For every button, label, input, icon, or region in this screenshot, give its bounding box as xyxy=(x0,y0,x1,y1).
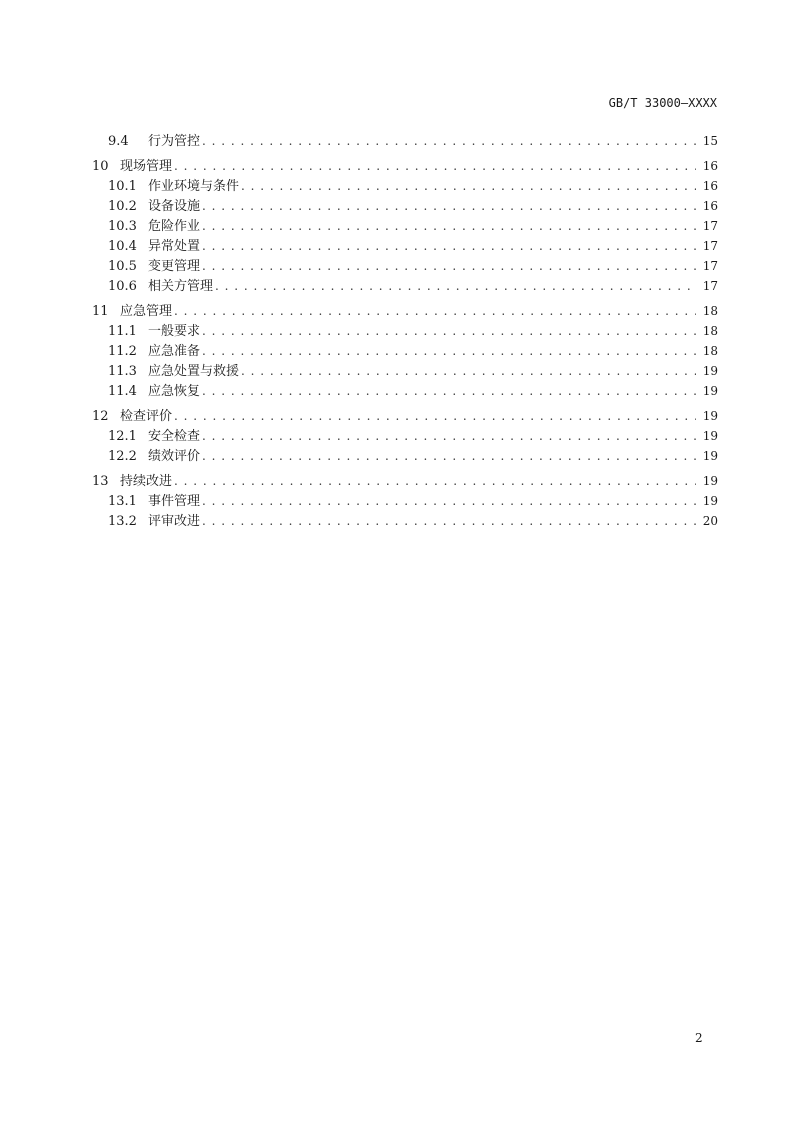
toc-leader-dots xyxy=(202,324,696,338)
toc-entry-number: 10.4 xyxy=(108,239,137,254)
toc-entry[interactable] xyxy=(92,215,718,235)
toc-entry-number: 10.5 xyxy=(108,259,137,274)
toc-leader-dots xyxy=(202,259,696,273)
toc-entry-page: 17 xyxy=(702,239,718,253)
toc-entry-number: 13 xyxy=(92,474,109,489)
toc-entry[interactable] xyxy=(92,130,718,150)
toc-leader-dots xyxy=(174,409,696,423)
toc-entry[interactable] xyxy=(92,255,718,275)
toc-entry-title: 一般要求 xyxy=(148,324,201,339)
toc-leader-dots xyxy=(202,384,696,398)
toc-entry-number: 10.2 xyxy=(108,199,137,214)
toc-entry-page: 18 xyxy=(702,324,718,338)
toc-entry-page: 16 xyxy=(702,159,718,173)
toc-leader-dots xyxy=(174,159,696,173)
toc-entry-page: 19 xyxy=(702,449,718,463)
toc-entry-page: 19 xyxy=(702,474,718,488)
toc-entry[interactable] xyxy=(92,155,718,175)
toc-entry[interactable] xyxy=(92,320,718,340)
toc-entry-page: 17 xyxy=(702,279,718,293)
toc-entry[interactable] xyxy=(92,300,718,320)
toc-entry-page: 16 xyxy=(702,179,718,193)
toc-entry-title: 应急管理 xyxy=(120,304,173,319)
toc-entry-title: 设备设施 xyxy=(148,199,201,214)
toc-entry-title: 应急准备 xyxy=(148,344,201,359)
toc-leader-dots xyxy=(202,429,696,443)
toc-entry-number: 12 xyxy=(92,409,109,424)
toc-leader-dots xyxy=(174,304,696,318)
toc-entry-number: 11.1 xyxy=(108,324,137,339)
toc-leader-dots xyxy=(202,239,696,253)
toc-entry[interactable] xyxy=(92,470,718,490)
toc-entry-number: 13.1 xyxy=(108,494,137,509)
toc-entry-number: 10 xyxy=(92,159,109,174)
toc-entry-page: 19 xyxy=(702,409,718,423)
toc-entry-title: 事件管理 xyxy=(148,494,201,509)
toc-entry-page: 19 xyxy=(702,429,718,443)
toc-entry[interactable] xyxy=(92,490,718,510)
toc-entry-number: 10.3 xyxy=(108,219,137,234)
toc-entry[interactable] xyxy=(92,510,718,530)
toc-entry-title: 相关方管理 xyxy=(148,279,214,294)
toc-entry-number: 11.4 xyxy=(108,384,137,399)
toc-entry[interactable] xyxy=(92,195,718,215)
toc-leader-dots xyxy=(202,134,696,148)
toc-entry[interactable] xyxy=(92,445,718,465)
toc-entry[interactable] xyxy=(92,340,718,360)
toc-entry-page: 17 xyxy=(702,259,718,273)
toc-entry-number: 12.2 xyxy=(108,449,137,464)
toc-entry-number: 11.2 xyxy=(108,344,137,359)
toc-entry[interactable] xyxy=(92,360,718,380)
toc-entry-number: 11 xyxy=(92,304,109,319)
toc-entry-number: 12.1 xyxy=(108,429,137,444)
toc-entry[interactable] xyxy=(92,235,718,255)
toc-entry-page: 16 xyxy=(702,199,718,213)
toc-entry-title: 行为管控 xyxy=(148,134,201,149)
toc-entry-page: 15 xyxy=(702,134,718,148)
toc-entry[interactable] xyxy=(92,380,718,400)
toc-leader-dots xyxy=(202,199,696,213)
toc-entry-number: 9.4 xyxy=(108,134,129,149)
toc-entry-title: 持续改进 xyxy=(120,474,173,489)
toc-entry-title: 危险作业 xyxy=(148,219,201,234)
toc-entry-title: 异常处置 xyxy=(148,239,201,254)
toc-entry-page: 18 xyxy=(702,304,718,318)
toc-entry-number: 11.3 xyxy=(108,364,137,379)
toc-leader-dots xyxy=(202,449,696,463)
toc-entry-title: 作业环境与条件 xyxy=(148,179,240,194)
toc-entry-title: 安全检查 xyxy=(148,429,201,444)
toc-leader-dots xyxy=(202,219,696,233)
toc-entry-number: 10.6 xyxy=(108,279,137,294)
toc-entry-title: 绩效评价 xyxy=(148,449,201,464)
toc-leader-dots xyxy=(202,344,696,358)
toc-entry-title: 现场管理 xyxy=(120,159,173,174)
toc-entry[interactable] xyxy=(92,275,718,295)
toc-entry-title: 评审改进 xyxy=(148,514,201,529)
toc-leader-dots xyxy=(241,179,696,193)
toc-entry-title: 应急处置与救援 xyxy=(148,364,240,379)
toc-leader-dots xyxy=(215,279,696,293)
toc-entry[interactable] xyxy=(92,425,718,445)
toc-leader-dots xyxy=(174,474,696,488)
toc-entry-number: 13.2 xyxy=(108,514,137,529)
table-of-contents xyxy=(92,130,718,530)
toc-entry-title: 变更管理 xyxy=(148,259,201,274)
toc-entry-number: 10.1 xyxy=(108,179,137,194)
toc-entry[interactable] xyxy=(92,405,718,425)
toc-entry-page: 19 xyxy=(702,494,718,508)
document-code: GB/T 33000—XXXX xyxy=(608,96,717,110)
toc-entry-title: 应急恢复 xyxy=(148,384,201,399)
toc-entry-title: 检查评价 xyxy=(120,409,173,424)
toc-entry-page: 17 xyxy=(702,219,718,233)
toc-leader-dots xyxy=(202,514,696,528)
toc-entry-page: 19 xyxy=(702,384,718,398)
toc-entry-page: 19 xyxy=(702,364,718,378)
toc-entry-page: 18 xyxy=(702,344,718,358)
toc-entry[interactable] xyxy=(92,175,718,195)
toc-entry-page: 20 xyxy=(702,514,718,528)
toc-leader-dots xyxy=(202,494,696,508)
toc-leader-dots xyxy=(241,364,696,378)
page-number: 2 xyxy=(695,1031,703,1045)
